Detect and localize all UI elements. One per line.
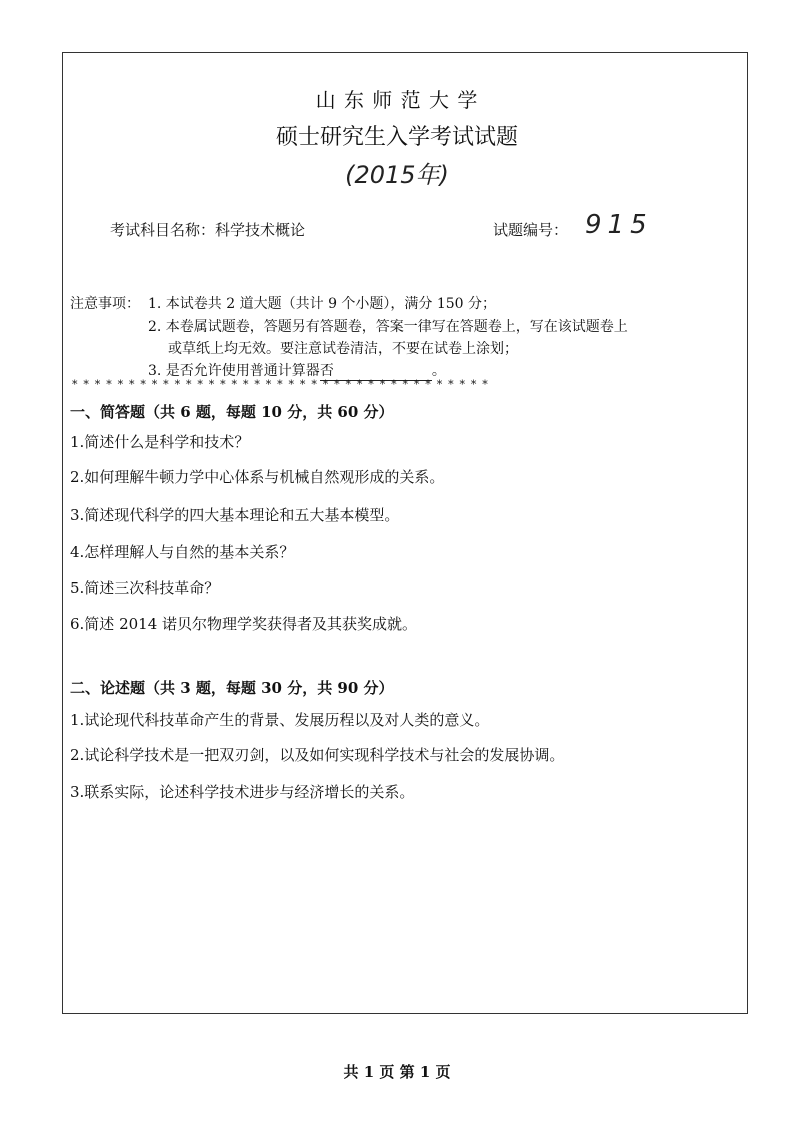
handwritten-year: (2015年) [345, 161, 449, 189]
subject-name: 考试科目名称：科学技术概论 [110, 221, 306, 239]
university-name: 山 东 师 范 大 学 [315, 88, 479, 112]
question-2-1: 1.试论现代科技革命产生的背景、发展历程以及对人类的意义。 [70, 711, 490, 729]
section-2-heading: 二、论述题（共 3 题，每题 30 分，共 90 分） [70, 679, 394, 697]
question-1-6: 6.简述 2014 诺贝尔物理学奖获得者及其获奖成就。 [70, 615, 418, 633]
question-1-5: 5.简述三次科技革命？ [70, 579, 220, 597]
note-2: 2. 本卷属试题卷，答题另有答题卷，答案一律写在答题卷上，写在该试题卷上 [148, 319, 628, 335]
page-border [62, 52, 748, 1014]
question-1-3: 3.简述现代科学的四大基本理论和五大基本模型。 [70, 506, 400, 524]
calculator-answer: 否 [319, 363, 334, 379]
question-2-2: 2.试论科学技术是一把双刃剑，以及如何实现科学技术与社会的发展协调。 [70, 746, 565, 764]
exam-title: 硕士研究生入学考试试题 [275, 125, 518, 150]
section-1-heading: 一、简答题（共 6 题，每题 10 分，共 60 分） [70, 403, 394, 421]
exam-code-label: 试题编号： [493, 221, 569, 239]
calculator-end: 。 [431, 363, 446, 379]
note-2-cont: 或草纸上均无效。要注意试卷清洁，不要在试卷上涂划； [168, 341, 518, 357]
notes-label: 注意事项： [70, 296, 140, 312]
note-1: 1. 本试卷共 2 道大题（共计 9 个小题），满分 150 分； [148, 296, 497, 312]
handwritten-exam-code: 915 [585, 210, 653, 240]
question-2-3: 3.联系实际，论述科学技术进步与经济增长的关系。 [70, 783, 415, 801]
question-1-2: 2.如何理解牛顿力学中心体系与机械自然观形成的关系。 [70, 468, 445, 486]
page-footer: 共 1 页 第 1 页 [343, 1063, 451, 1081]
star-separator: * * * * * * * * * * * * * * * * * * * * * * * * * * * * * * * * * * * * * [72, 378, 489, 391]
question-1-4: 4.怎样理解人与自然的基本关系？ [70, 543, 295, 561]
question-1-1: 1.简述什么是科学和技术？ [70, 433, 250, 451]
note-3-text: 3. 是否允许使用普通计算器 [148, 363, 320, 379]
